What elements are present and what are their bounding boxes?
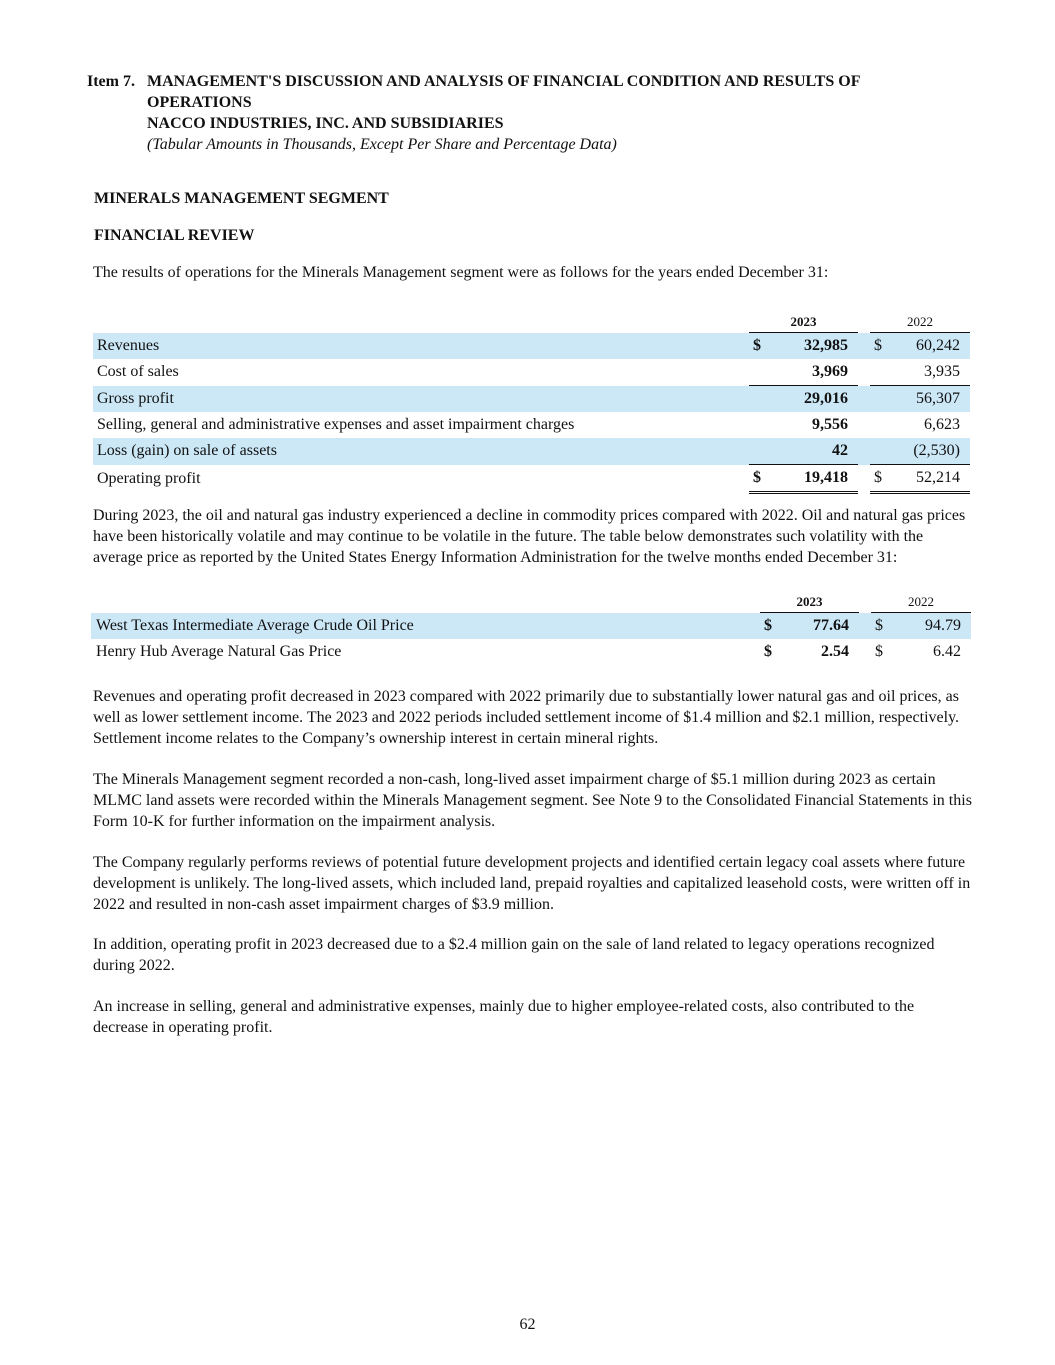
value-2023: 9,556 (812, 416, 848, 433)
table-row (93, 465, 970, 493)
currency-symbol: $ (760, 613, 786, 640)
price-year-2023: 2023 (760, 592, 859, 613)
value-2023: 32,985 (775, 333, 858, 360)
value-2022: 52,214 (890, 465, 970, 493)
body-paragraph: The Company regularly performs reviews of potential future development projects and identified certain legacy coal assets where future development is unlikely. The long-lived assets, which included land, prepaid royalties and capitalized leasehold costs, were written off in 2022 and resulted in non-cash asset impairment charges of $3.9 million. (93, 854, 971, 913)
body-paragraph: Revenues and operating profit decreased in 2023 compared with 2022 primarily due to substantially lower natural gas and oil prices, as well as lower settlement income. The 2023 and 2022 periods included settlement income of $1.4 million and $2.1 million, respectively. Settlement income relates to the Company’s ownership interest in certain mineral rights. (93, 688, 960, 747)
value-2023: 3,969 (775, 359, 858, 386)
row-label: Selling, general and administrative expenses and asset impairment charges (97, 416, 575, 433)
prices-paragraph: During 2023, the oil and natural gas industry experienced a decline in commodity prices compared with 2022. Oil and natural gas prices have been historically volatile and may continue to be volatile in the future. The table below demonstrates such volatility with the average price as reported by the United States Energy Information Administration for the twelve months ended December 31: (93, 507, 966, 566)
body-paragraph: The Minerals Management segment recorded a non-cash, long-lived asset impairment charge of $5.1 million during 2023 as certain MLMC land assets were recorded within the Minerals Management segment. See Note 9 to the Consolidated Financial Statements in this Form 10-K for further information on the impairment analysis. (93, 771, 972, 830)
table-row (93, 412, 970, 438)
report-header (147, 71, 1027, 155)
results-year-2022: 2022 (870, 312, 970, 333)
page-number: 62 (519, 1316, 536, 1333)
value-2022: 94.79 (891, 613, 971, 640)
value-2022: (2,530) (890, 438, 970, 465)
row-label: Cost of sales (97, 363, 179, 381)
table-row (93, 386, 970, 413)
currency-symbol: $ (871, 613, 891, 640)
currency-symbol: $ (870, 465, 890, 493)
item-label: Item 7. (87, 73, 135, 90)
currency-symbol: $ (875, 643, 883, 660)
results-table (93, 312, 970, 494)
currency-symbol: $ (870, 333, 890, 360)
price-year-2022: 2022 (871, 592, 971, 613)
price-table (91, 592, 971, 665)
currency-symbol: $ (749, 333, 775, 360)
results-year-2023: 2023 (749, 312, 858, 333)
row-label: Henry Hub Average Natural Gas Price (96, 643, 342, 660)
value-2022: 6.42 (933, 643, 961, 660)
value-2022: 56,307 (890, 386, 970, 413)
table-row (93, 438, 970, 465)
body-paragraph: In addition, operating profit in 2023 decreased due to a $2.4 million gain on the sale of land related to legacy operations recognized during 2022. (93, 936, 935, 974)
intro-paragraph: The results of operations for the Minerals Management segment were as follows for the years ended December 31: (93, 264, 829, 281)
currency-symbol: $ (764, 643, 772, 660)
body-paragraph: An increase in selling, general and administrative expenses, mainly due to higher employee-related costs, also contributed to the decrease in operating profit. (93, 998, 915, 1036)
row-label: Revenues (93, 333, 749, 360)
value-2022: 6,623 (924, 416, 960, 433)
table-row (93, 359, 970, 386)
table-row (91, 639, 971, 665)
value-2022: 3,935 (890, 359, 970, 386)
header-title-line1: MANAGEMENT'S DISCUSSION AND ANALYSIS OF FINANCIAL CONDITION AND RESULTS OF (147, 73, 861, 90)
value-2023: 2.54 (821, 643, 849, 660)
value-2023: 42 (775, 438, 858, 465)
row-label: Loss (gain) on sale of assets (93, 438, 749, 465)
value-2022: 60,242 (890, 333, 970, 360)
value-2023: 19,418 (775, 465, 858, 493)
table-row (93, 333, 970, 360)
header-subtitle: (Tabular Amounts in Thousands, Except Per Share and Percentage Data) (147, 136, 617, 153)
row-label: Gross profit (93, 386, 749, 413)
currency-symbol: $ (749, 465, 775, 493)
header-company: NACCO INDUSTRIES, INC. AND SUBSIDIARIES (147, 115, 504, 132)
table-row (91, 613, 971, 640)
row-label: West Texas Intermediate Average Crude Oil Price (91, 613, 760, 640)
value-2023: 77.64 (786, 613, 859, 640)
segment-title: MINERALS MANAGEMENT SEGMENT (94, 190, 389, 207)
header-title-line2: OPERATIONS (147, 94, 252, 111)
row-label: Operating profit (97, 469, 201, 487)
value-2023: 29,016 (775, 386, 858, 413)
review-title: FINANCIAL REVIEW (94, 227, 255, 244)
